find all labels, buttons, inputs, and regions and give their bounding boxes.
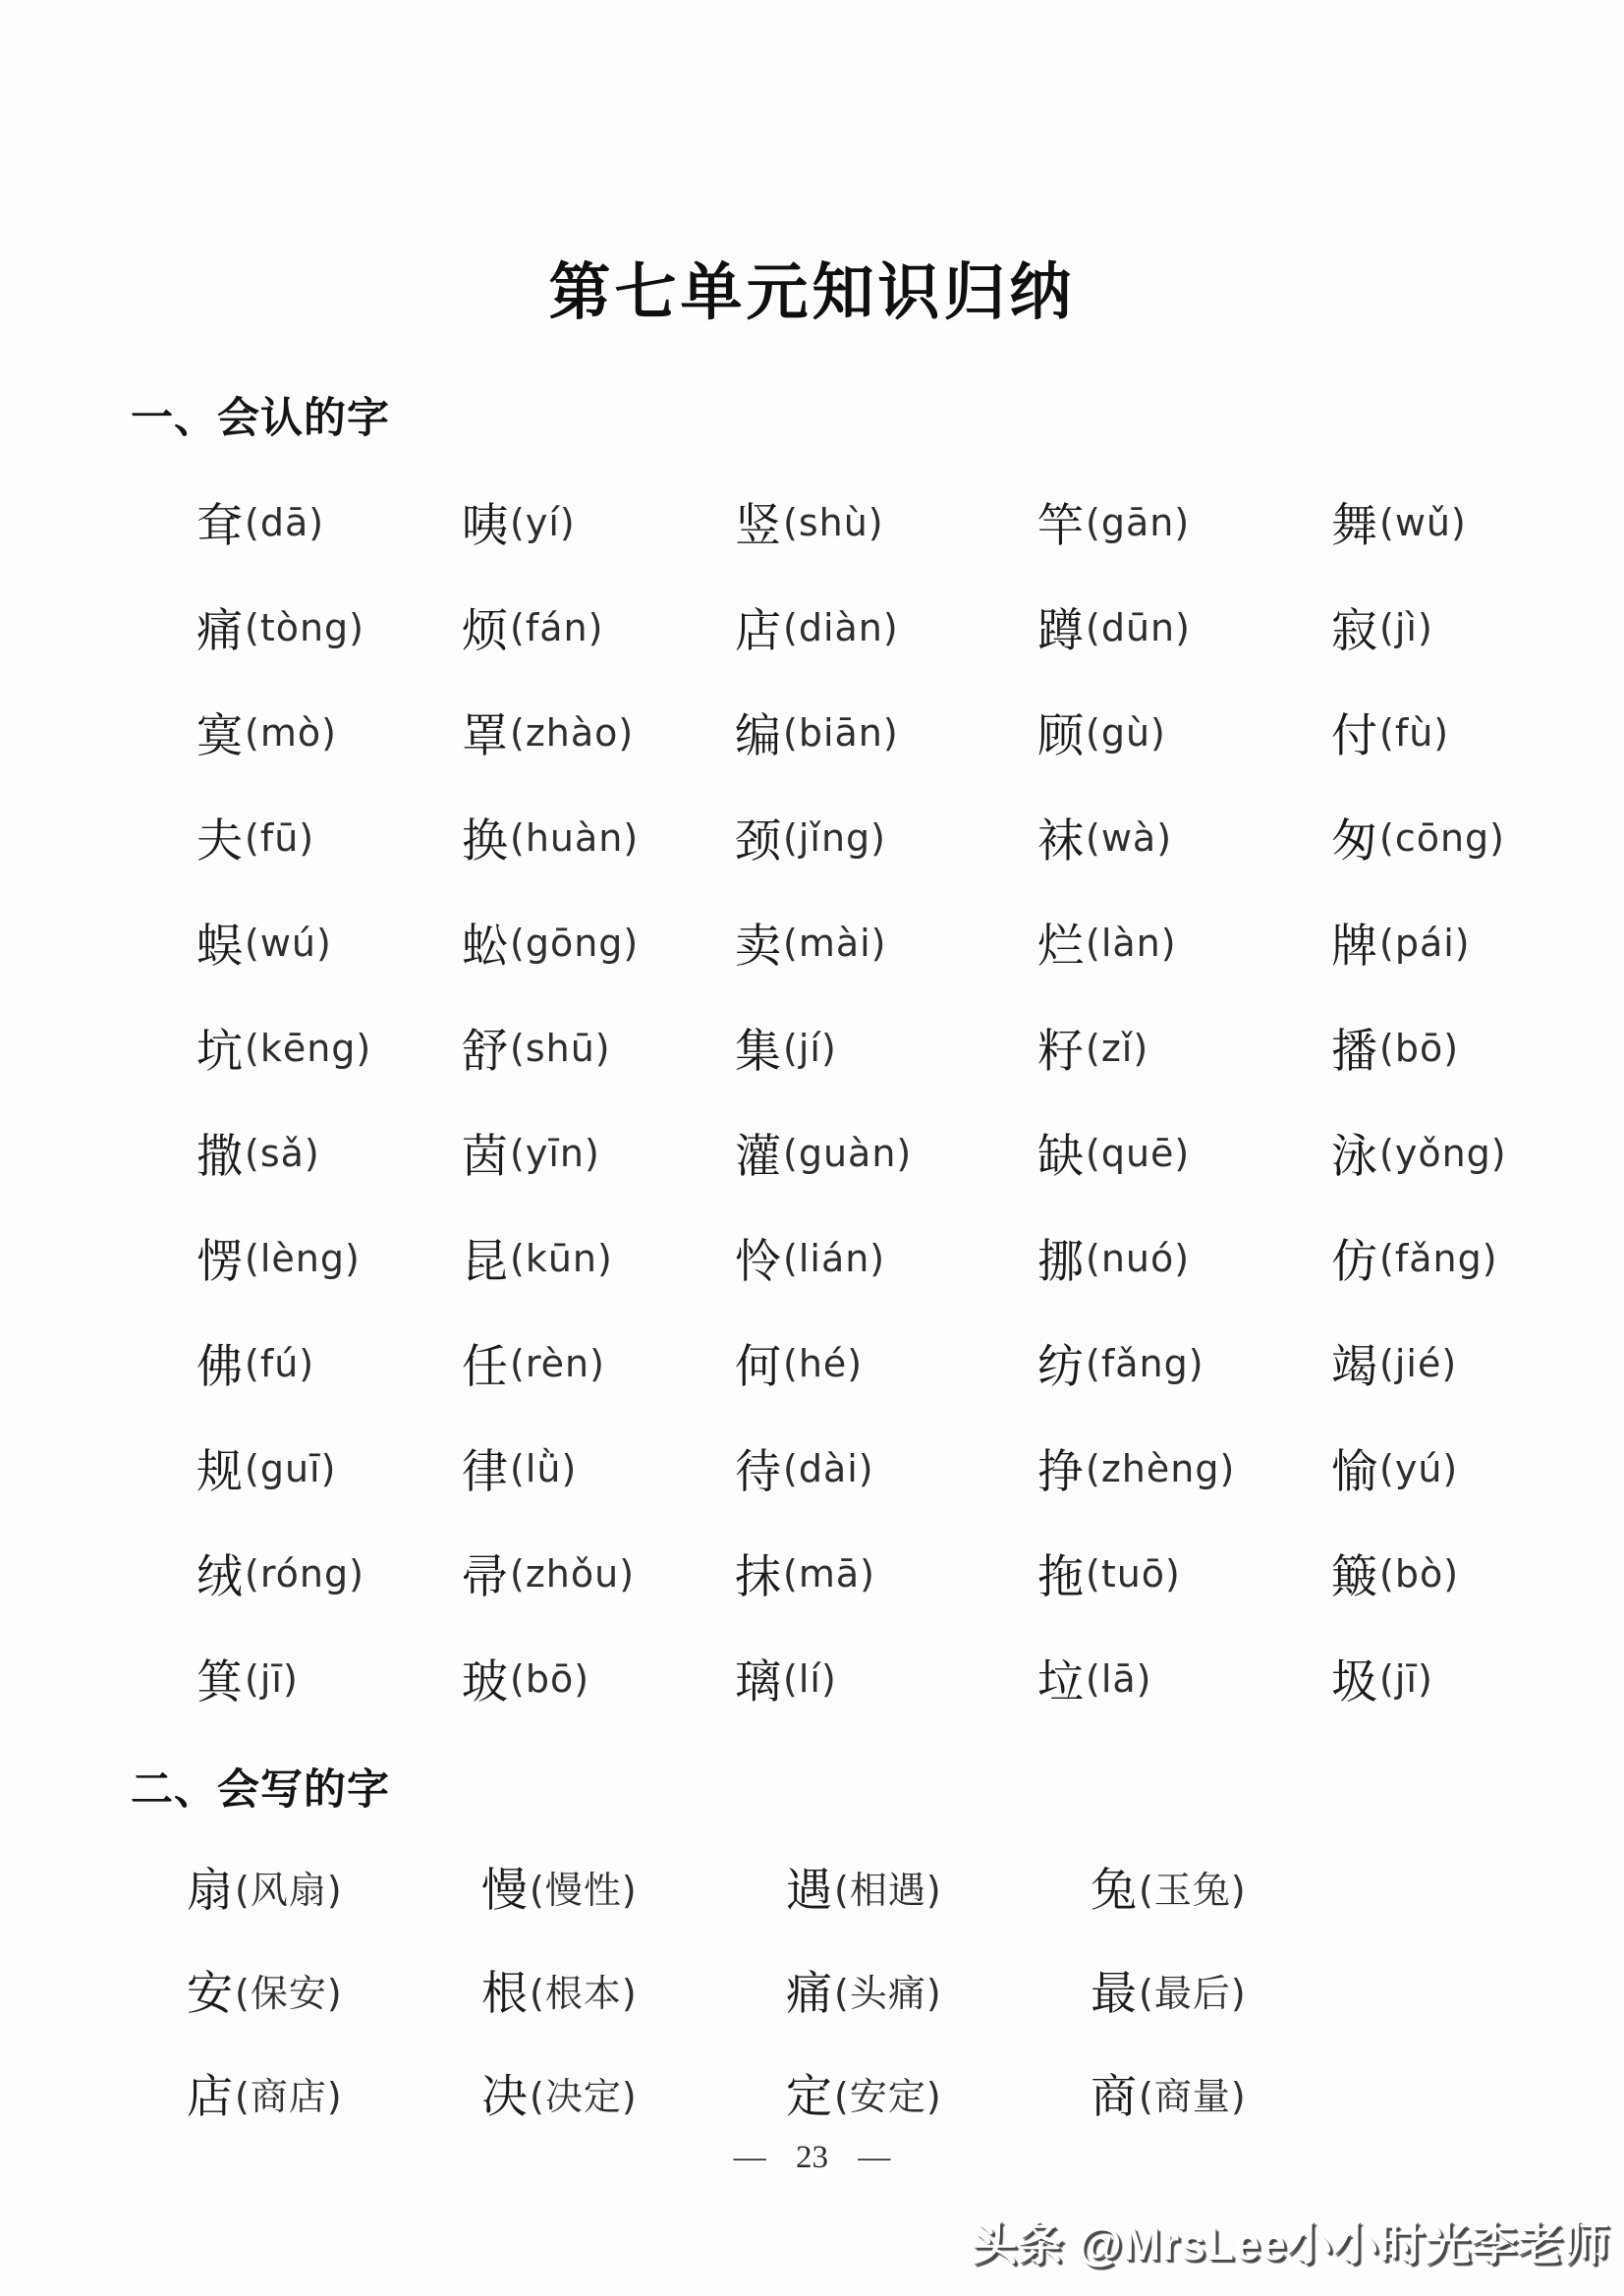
pinyin-reading: (gōng): [510, 921, 640, 965]
character-entry: [196, 1205, 462, 1311]
pinyin-reading: (biān): [783, 710, 899, 755]
hanzi-character: 簸: [1331, 1552, 1377, 1603]
hanzi-character: 播: [1331, 1027, 1377, 1078]
pinyin-reading: (fú): [245, 1341, 315, 1385]
hanzi-character: 牌: [1331, 922, 1377, 973]
hanzi-character: 根: [481, 1969, 528, 2020]
character-entry: [187, 2042, 481, 2145]
character-entry: [1331, 785, 1533, 890]
pinyin-reading: (diàn): [783, 605, 899, 649]
pinyin-reading: (fǎng): [1086, 1341, 1204, 1385]
hanzi-character: 怜: [735, 1237, 781, 1288]
character-entry: [462, 1416, 735, 1521]
pinyin-reading: (zǐ): [1086, 1026, 1149, 1070]
pinyin-reading: (mā): [783, 1551, 875, 1596]
pinyin-reading: (zhǒu): [510, 1551, 636, 1596]
hanzi-character: 任: [462, 1342, 508, 1393]
section-heading-recognize: 一、会认的字: [131, 395, 390, 442]
hanzi-character: 佛: [196, 1342, 243, 1393]
word-example: (玉兔): [1139, 1869, 1247, 1912]
pinyin-reading: (guī): [245, 1446, 337, 1490]
hanzi-character: 挪: [1037, 1237, 1084, 1288]
hanzi-character: 痛: [196, 606, 243, 657]
hanzi-character: 璃: [735, 1657, 781, 1708]
hanzi-character: 集: [735, 1027, 781, 1078]
hanzi-character: 竿: [1037, 501, 1084, 552]
pinyin-reading: (fù): [1379, 710, 1450, 755]
hanzi-character: 纺: [1037, 1342, 1084, 1393]
character-entry: [1037, 1100, 1331, 1205]
pinyin-reading: (dūn): [1086, 605, 1191, 649]
hanzi-character: 籽: [1037, 1027, 1084, 1078]
hanzi-character: 灌: [735, 1132, 781, 1183]
hanzi-character: 耷: [196, 501, 243, 552]
character-entry: [735, 680, 1037, 785]
section-heading-write: 二、会写的字: [131, 1766, 390, 1814]
pinyin-reading: (tòng): [245, 605, 365, 649]
pinyin-reading: (wà): [1086, 815, 1173, 860]
character-entry: [1331, 1416, 1533, 1521]
pinyin-reading: (wǔ): [1379, 500, 1467, 544]
hanzi-character: 舞: [1331, 501, 1377, 552]
character-entry: [462, 575, 735, 680]
character-entry: [187, 1835, 481, 1938]
hanzi-character: 玻: [462, 1657, 508, 1708]
hanzi-character: 烂: [1037, 922, 1084, 973]
character-entry: [1037, 575, 1331, 680]
pinyin-reading: (mài): [783, 921, 887, 965]
pinyin-reading: (tuō): [1086, 1551, 1181, 1596]
word-example: (相遇): [834, 1869, 942, 1912]
hanzi-character: 慢: [481, 1866, 528, 1917]
page-number: — 23 —: [733, 2140, 891, 2175]
pinyin-reading: (lǜ): [510, 1446, 578, 1490]
hanzi-character: 匆: [1331, 816, 1377, 868]
character-entry: [1331, 680, 1533, 785]
word-example: (商量): [1139, 2075, 1247, 2118]
character-entry: [462, 1100, 735, 1205]
character-entry: [1037, 470, 1331, 575]
hanzi-character: 帚: [462, 1552, 508, 1603]
character-entry: [735, 1311, 1037, 1416]
character-entry: [735, 890, 1037, 995]
pinyin-reading: (lí): [783, 1656, 837, 1701]
pinyin-reading: (huàn): [510, 815, 640, 860]
character-entry: [462, 785, 735, 890]
character-entry: [481, 1835, 786, 1938]
hanzi-character: 寂: [1331, 606, 1377, 657]
hanzi-character: 店: [735, 606, 781, 657]
character-entry: [481, 1938, 786, 2042]
pinyin-reading: (jī): [245, 1656, 299, 1701]
pinyin-reading: (rèn): [510, 1341, 605, 1385]
character-entry: [1037, 1311, 1331, 1416]
character-entry: [1037, 890, 1331, 995]
word-example: (风扇): [235, 1869, 343, 1912]
character-entry: [1331, 890, 1533, 995]
character-entry: [462, 1626, 735, 1731]
pinyin-reading: (gù): [1086, 710, 1166, 755]
character-entry: [786, 1835, 1091, 1938]
pinyin-reading: (nuó): [1086, 1236, 1191, 1280]
pinyin-reading: (yīn): [510, 1131, 600, 1175]
pinyin-reading: (yí): [510, 500, 576, 544]
hanzi-character: 蜈: [196, 922, 243, 973]
character-entry: [735, 1521, 1037, 1626]
hanzi-character: 顾: [1037, 711, 1084, 762]
pinyin-reading: (quē): [1086, 1131, 1191, 1175]
pinyin-reading: (gān): [1086, 500, 1191, 544]
pinyin-reading: (shù): [783, 500, 884, 544]
character-entry: [735, 1626, 1037, 1731]
hanzi-character: 定: [786, 2072, 832, 2123]
hanzi-character: 安: [187, 1969, 233, 2020]
word-example: (慢性): [530, 1869, 638, 1912]
hanzi-character: 夫: [196, 816, 243, 868]
character-entry: [196, 1521, 462, 1626]
pinyin-reading: (jì): [1379, 605, 1433, 649]
hanzi-character: 商: [1091, 2072, 1137, 2123]
character-entry: [1091, 2042, 1474, 2145]
hanzi-character: 待: [735, 1447, 781, 1498]
hanzi-character: 缺: [1037, 1132, 1084, 1183]
pinyin-reading: (dā): [245, 500, 325, 544]
hanzi-character: 痛: [786, 1969, 832, 2020]
character-entry: [462, 995, 735, 1100]
hanzi-character: 愉: [1331, 1447, 1377, 1498]
hanzi-character: 抹: [735, 1552, 781, 1603]
pinyin-reading: (pái): [1379, 921, 1471, 965]
pinyin-reading: (shū): [510, 1026, 611, 1070]
character-entry: [196, 1311, 462, 1416]
character-entry: [735, 1100, 1037, 1205]
character-entry: [196, 995, 462, 1100]
word-example: (根本): [530, 1972, 638, 2015]
character-entry: [1091, 1938, 1474, 2042]
character-entry: [196, 1100, 462, 1205]
character-entry: [1091, 1835, 1474, 1938]
character-entry: [196, 785, 462, 890]
character-entry: [196, 1626, 462, 1731]
hanzi-character: 仿: [1331, 1237, 1377, 1288]
pinyin-reading: (yǒng): [1379, 1131, 1507, 1175]
character-entry: [196, 1416, 462, 1521]
pinyin-reading: (kūn): [510, 1236, 613, 1280]
hanzi-character: 昆: [462, 1237, 508, 1288]
character-entry: [735, 1416, 1037, 1521]
character-entry: [735, 575, 1037, 680]
character-entry: [1037, 1416, 1331, 1521]
hanzi-character: 拖: [1037, 1552, 1084, 1603]
pinyin-reading: (guàn): [783, 1131, 913, 1175]
word-example: (商店): [235, 2075, 343, 2118]
character-entry: [735, 470, 1037, 575]
pinyin-reading: (bò): [1379, 1551, 1460, 1596]
hanzi-character: 换: [462, 816, 508, 868]
hanzi-character: 律: [462, 1447, 508, 1498]
pinyin-reading: (bō): [510, 1656, 590, 1701]
pinyin-reading: (yú): [1379, 1446, 1459, 1490]
character-entry: [462, 470, 735, 575]
character-entry: [187, 1938, 481, 2042]
hanzi-character: 垃: [1037, 1657, 1084, 1708]
character-entry: [1037, 995, 1331, 1100]
hanzi-character: 烦: [462, 606, 508, 657]
pinyin-reading: (fū): [245, 815, 315, 860]
character-entry: [481, 2042, 786, 2145]
hanzi-character: 何: [735, 1342, 781, 1393]
character-entry: [1331, 470, 1533, 575]
character-entry: [1331, 1521, 1533, 1626]
character-entry: [735, 785, 1037, 890]
hanzi-character: 付: [1331, 711, 1377, 762]
character-entry: [1331, 575, 1533, 680]
character-entry: [735, 1205, 1037, 1311]
hanzi-character: 袜: [1037, 816, 1084, 868]
word-example: (头痛): [834, 1972, 942, 2015]
pinyin-reading: (fán): [510, 605, 604, 649]
hanzi-character: 咦: [462, 501, 508, 552]
pinyin-reading: (kēng): [245, 1026, 372, 1070]
hanzi-character: 卖: [735, 922, 781, 973]
pinyin-reading: (lā): [1086, 1656, 1152, 1701]
character-entry: [1037, 1521, 1331, 1626]
word-example: (最后): [1139, 1972, 1247, 2015]
pinyin-reading: (lián): [783, 1236, 886, 1280]
pinyin-reading: (jǐng): [783, 815, 886, 860]
pinyin-reading: (hé): [783, 1341, 864, 1385]
character-entry: [1037, 785, 1331, 890]
hanzi-character: 寞: [196, 711, 243, 762]
hanzi-character: 泳: [1331, 1132, 1377, 1183]
character-entry: [196, 680, 462, 785]
page-title: 第七单元知识归纳: [548, 258, 1076, 328]
hanzi-character: 圾: [1331, 1657, 1377, 1708]
character-entry: [1331, 1311, 1533, 1416]
character-entry: [196, 575, 462, 680]
word-example: (决定): [530, 2075, 638, 2118]
pinyin-reading: (cōng): [1379, 815, 1505, 860]
hanzi-character: 箕: [196, 1657, 243, 1708]
character-entry: [462, 1205, 735, 1311]
character-entry: [196, 890, 462, 995]
hanzi-character: 最: [1091, 1969, 1137, 2020]
hanzi-character: 绒: [196, 1552, 243, 1603]
hanzi-character: 蹲: [1037, 606, 1084, 657]
hanzi-character: 蚣: [462, 922, 508, 973]
hanzi-character: 编: [735, 711, 781, 762]
hanzi-character: 规: [196, 1447, 243, 1498]
pinyin-reading: (fǎng): [1379, 1236, 1498, 1280]
character-entry: [1331, 1100, 1533, 1205]
character-entry: [1037, 680, 1331, 785]
hanzi-character: 兔: [1091, 1866, 1137, 1917]
pinyin-reading: (jié): [1379, 1341, 1458, 1385]
hanzi-character: 撒: [196, 1132, 243, 1183]
hanzi-character: 茵: [462, 1132, 508, 1183]
hanzi-character: 愣: [196, 1237, 243, 1288]
hanzi-character: 扇: [187, 1866, 233, 1917]
pinyin-reading: (làn): [1086, 921, 1177, 965]
hanzi-character: 颈: [735, 816, 781, 868]
word-example: (保安): [235, 1972, 343, 2015]
pinyin-reading: (zhèng): [1086, 1446, 1236, 1490]
hanzi-character: 坑: [196, 1027, 243, 1078]
pinyin-reading: (róng): [245, 1551, 364, 1596]
pinyin-reading: (jí): [783, 1026, 837, 1070]
character-entry: [786, 1938, 1091, 2042]
write-character-grid: [187, 1835, 1474, 2145]
recognize-character-grid: [196, 470, 1533, 1731]
character-entry: [1331, 1626, 1533, 1731]
character-entry: [1037, 1626, 1331, 1731]
character-entry: [462, 1311, 735, 1416]
hanzi-character: 竖: [735, 501, 781, 552]
character-entry: [786, 2042, 1091, 2145]
pinyin-reading: (mò): [245, 710, 337, 755]
pinyin-reading: (dài): [783, 1446, 874, 1490]
hanzi-character: 决: [481, 2072, 528, 2123]
pinyin-reading: (zhào): [510, 710, 635, 755]
word-example: (安定): [834, 2075, 942, 2118]
character-entry: [1037, 1205, 1331, 1311]
pinyin-reading: (sǎ): [245, 1131, 320, 1175]
watermark-text: 头条 @MrsLee小小时光李老师: [972, 2218, 1610, 2269]
hanzi-character: 罩: [462, 711, 508, 762]
character-entry: [196, 470, 462, 575]
hanzi-character: 竭: [1331, 1342, 1377, 1393]
character-entry: [735, 995, 1037, 1100]
pinyin-reading: (wú): [245, 921, 332, 965]
character-entry: [1331, 1205, 1533, 1311]
character-entry: [462, 890, 735, 995]
pinyin-reading: (bō): [1379, 1026, 1460, 1070]
character-entry: [1331, 995, 1533, 1100]
hanzi-character: 舒: [462, 1027, 508, 1078]
hanzi-character: 遇: [786, 1866, 832, 1917]
pinyin-reading: (jī): [1379, 1656, 1433, 1701]
character-entry: [462, 680, 735, 785]
hanzi-character: 店: [187, 2072, 233, 2123]
pinyin-reading: (lèng): [245, 1236, 361, 1280]
hanzi-character: 挣: [1037, 1447, 1084, 1498]
character-entry: [462, 1521, 735, 1626]
